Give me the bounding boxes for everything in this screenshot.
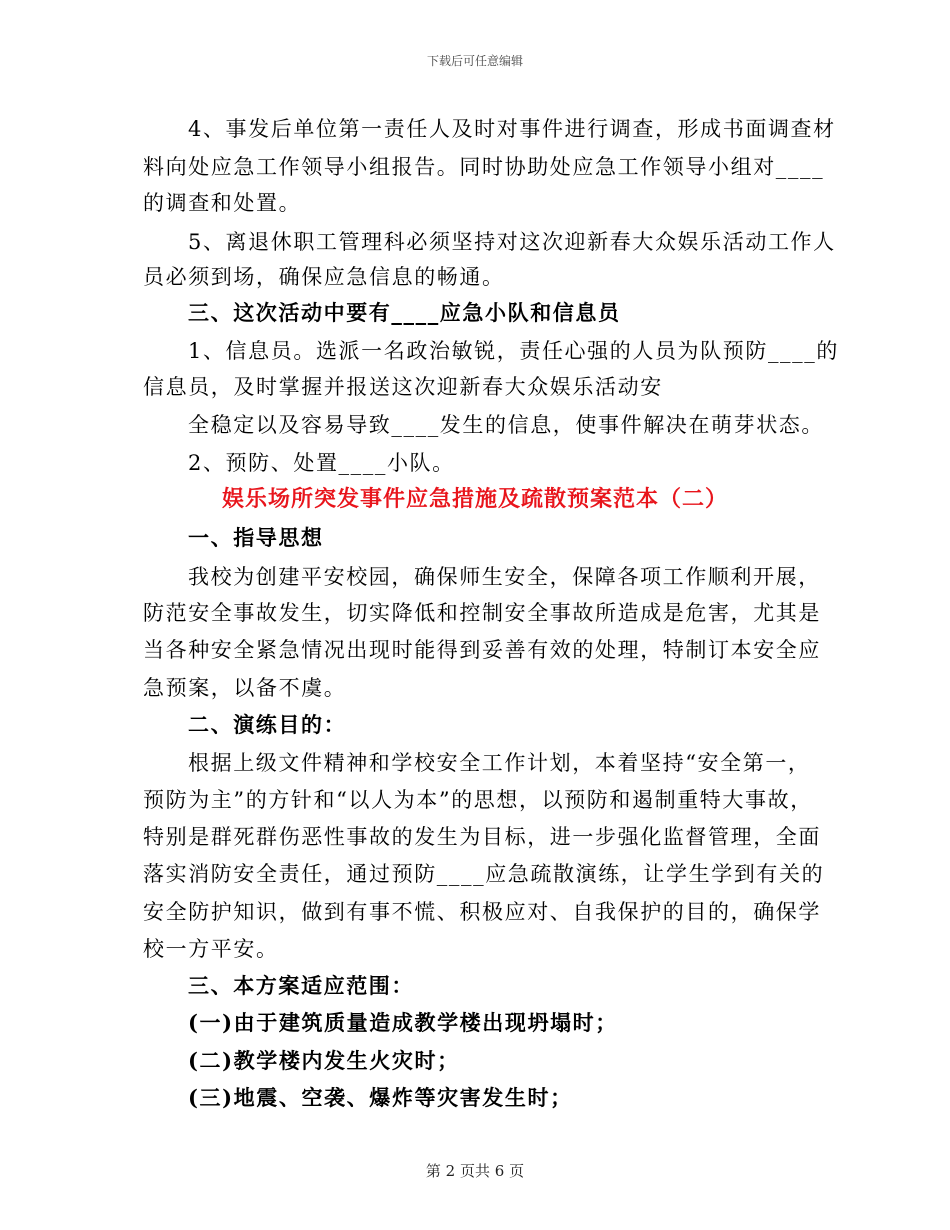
paragraph-line: 急预案，以备不虞。: [143, 676, 347, 700]
section-heading: 一、指导思想: [188, 525, 324, 550]
paragraph-line: 防范安全事故发生，切实降低和控制安全事故所造成是危害，尤其是: [143, 601, 821, 625]
list-item: (三)地震、空袭、爆炸等灾害发生时；: [188, 1085, 573, 1110]
paragraph-line: 根据上级文件精神和学校安全工作计划，本着坚持“安全第一，: [188, 751, 811, 775]
paragraph-line: 校一方平安。: [143, 937, 279, 961]
paragraph-line: 我校为创建平安校园，确保师生安全，保障各项工作顺利开展，: [188, 565, 821, 589]
page-footer: 第 2 页共 6 页: [425, 1162, 525, 1180]
document-title: 娱乐场所突发事件应急措施及疏散预案范本（二）: [221, 486, 728, 512]
section-heading: 三、本方案适应范围：: [188, 973, 414, 998]
paragraph-line: 全稳定以及容易导致____发生的信息，使事件解决在萌芽状态。: [188, 413, 824, 437]
paragraph-line: 员必须到场，确保应急信息的畅通。: [143, 265, 505, 289]
section-heading: 三、这次活动中要有____应急小队和信息员: [188, 300, 621, 325]
list-item: (一)由于建筑质量造成教学楼出现坍塌时；: [188, 1010, 618, 1035]
list-item: (二)教学楼内发生火灾时；: [188, 1048, 460, 1073]
paragraph-line: 安全防护知识，做到有事不慌、积极应对、自我保护的目的，确保学: [143, 900, 821, 924]
paragraph-line: 的调查和处置。: [143, 191, 302, 215]
paragraph-line: 信息员，及时掌握并报送这次迎新春大众娱乐活动安: [143, 375, 663, 399]
paragraph-line: 料向处应急工作领导小组报告。同时协助处应急工作领导小组对____: [143, 155, 825, 179]
paragraph-line: 特别是群死群伤恶性事故的发生为目标，进一步强化监督管理，全面: [143, 825, 821, 849]
page-header: 下载后可任意编辑: [426, 54, 523, 68]
section-heading: 二、演练目的：: [188, 712, 347, 737]
paragraph-line: 预防为主”的方针和“以人为本”的思想，以预防和遏制重特大事故，: [143, 788, 813, 812]
paragraph-line: 2、预防、处置____小队。: [188, 451, 455, 475]
paragraph-line: 当各种安全紧急情况出现时能得到妥善有效的处理，特制订本安全应: [143, 638, 821, 662]
paragraph-line: 4、事发后单位第一责任人及时对事件进行调查，形成书面调查材: [188, 117, 836, 141]
paragraph-line: 5、离退休职工管理科必须坚持对这次迎新春大众娱乐活动工作人: [188, 230, 836, 254]
paragraph-line: 落实消防安全责任，通过预防____应急疏散演练，让学生学到有关的: [143, 862, 825, 886]
paragraph-line: 1、信息员。选派一名政治敏锐，责任心强的人员为队预防____的: [188, 339, 839, 363]
